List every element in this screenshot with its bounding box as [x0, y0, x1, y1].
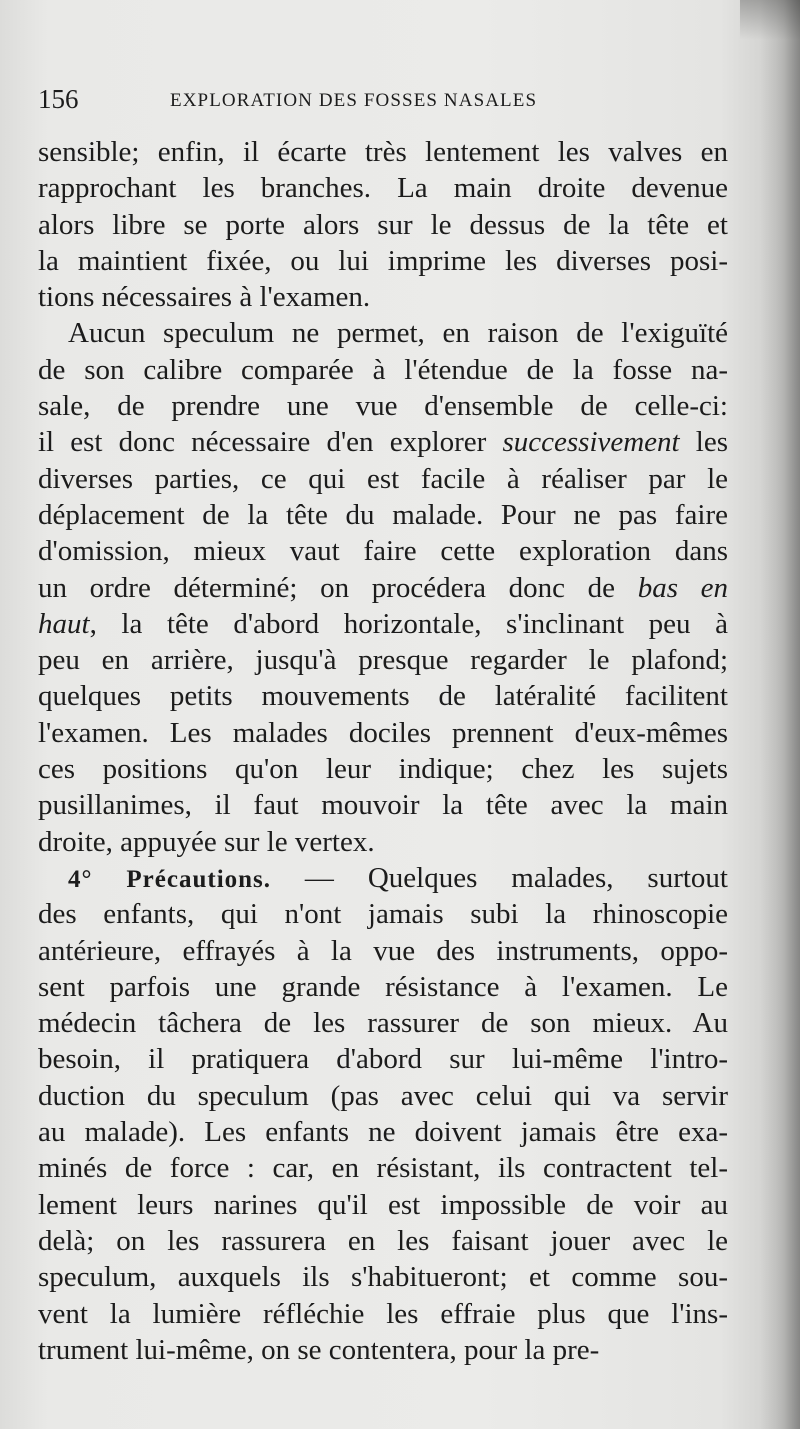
text-line — [38, 1332, 728, 1368]
text-run: — Quelques malades, surtout — [271, 861, 728, 894]
text-line — [38, 678, 728, 714]
body-text — [38, 134, 728, 1368]
text-run: quelques petits mouvements de latéralité facilitent — [38, 680, 728, 713]
text-run: un ordre déterminé; on procédera donc de — [38, 571, 638, 604]
italic-text: successivement — [502, 426, 680, 459]
text-run: delà; on les rassurera en les faisant jouer avec le — [38, 1224, 728, 1257]
page-number: 156 — [38, 84, 79, 114]
text-run: médecin tâchera de les rassurer de son mieux. Au — [38, 1007, 728, 1040]
corner-shadow — [740, 0, 800, 40]
text-line — [38, 896, 728, 932]
text-line — [38, 315, 728, 351]
text-line — [38, 969, 728, 1005]
text-line — [38, 642, 728, 678]
text-run: pusillanimes, il faut mouvoir la tête avec la main — [38, 789, 728, 822]
text-run: alors libre se porte alors sur le dessus de la tête et — [38, 208, 728, 241]
running-title: EXPLORATION DES FOSSES NASALES — [170, 90, 538, 111]
text-run: sensible; enfin, il écarte très lentement les valves en — [38, 136, 728, 168]
text-run: diverses parties, ce qui est facile à réaliser par le — [38, 462, 728, 495]
text-line — [38, 424, 728, 460]
text-line — [38, 860, 728, 896]
text-line — [38, 134, 728, 170]
text-run: peu en arrière, jusqu'à presque regarder le plafond; — [38, 644, 728, 677]
text-run: ces positions qu'on leur indique; chez les sujets — [38, 753, 728, 786]
text-run: Aucun speculum ne permet, en raison de l'exiguïté — [68, 317, 728, 350]
text-line — [38, 606, 728, 642]
text-line — [38, 570, 728, 606]
text-run: déplacement de la tête du malade. Pour ne pas faire — [38, 498, 728, 531]
text-run: lement leurs narines qu'il est impossible de voir au — [38, 1188, 728, 1221]
text-run: d'omission, mieux vaut faire cette exploration dans — [38, 535, 728, 568]
text-run: des enfants, qui n'ont jamais subi la rhinoscopie — [38, 898, 728, 931]
text-run: sent parfois une grande résistance à l'examen. Le — [38, 970, 728, 1003]
text-run: besoin, il pratiquera d'abord sur lui-même l'intro- — [38, 1043, 728, 1076]
text-run: trument lui-même, on se contentera, pour la pre- — [38, 1333, 600, 1366]
text-line — [38, 279, 728, 315]
text-line — [38, 933, 728, 969]
text-run: la maintient fixée, ou lui imprime les diverses posi- — [38, 244, 728, 277]
text-run: antérieure, effrayés à la vue des instruments, oppo- — [38, 934, 728, 967]
text-line — [38, 461, 728, 497]
text-line — [38, 1078, 728, 1114]
text-run: vent la lumière réfléchie les effraie plus que l'ins- — [38, 1297, 728, 1330]
italic-text: bas en — [637, 571, 728, 604]
text-run: les — [679, 426, 728, 459]
text-line — [38, 715, 728, 751]
text-line — [38, 787, 728, 823]
text-run: minés de force : car, en résistant, ils contractent tel- — [38, 1152, 728, 1185]
text-run: rapprochant les branches. La main droite devenue — [38, 172, 728, 205]
text-line — [38, 1005, 728, 1041]
text-run: droite, appuyée sur le vertex. — [38, 825, 375, 858]
text-run: il est donc nécessaire d'en explorer — [38, 426, 503, 459]
text-line — [38, 824, 728, 860]
text-line — [38, 243, 728, 279]
page-header — [38, 84, 728, 120]
text-line — [38, 170, 728, 206]
text-line — [38, 1223, 728, 1259]
text-line — [38, 207, 728, 243]
text-line — [38, 1296, 728, 1332]
text-line — [38, 388, 728, 424]
text-line — [38, 1150, 728, 1186]
section-heading: 4° Précautions. — [68, 865, 272, 893]
text-line — [38, 1114, 728, 1150]
text-line — [38, 352, 728, 388]
text-run: , la tête d'abord horizontale, s'inclinant peu à — [89, 607, 728, 640]
text-run: tions nécessaires à l'examen. — [38, 281, 371, 314]
italic-text: haut — [38, 607, 90, 640]
text-line — [38, 1187, 728, 1223]
binding-shadow — [760, 0, 800, 1429]
text-run: speculum, auxquels ils s'habitueront; et comme sou- — [38, 1261, 728, 1294]
text-line — [38, 751, 728, 787]
text-run: de son calibre comparée à l'étendue de la fosse na- — [38, 353, 728, 386]
text-run: au malade). Les enfants ne doivent jamais être exa- — [38, 1116, 728, 1149]
text-line — [38, 1259, 728, 1295]
text-run: sale, de prendre une vue d'ensemble de celle-ci: — [38, 390, 728, 423]
text-run: duction du speculum (pas avec celui qui va servir — [38, 1079, 728, 1112]
text-run: l'examen. Les malades dociles prennent d'eux-mêmes — [38, 716, 728, 749]
text-line — [38, 533, 728, 569]
text-line — [38, 497, 728, 533]
text-line — [38, 1041, 728, 1077]
